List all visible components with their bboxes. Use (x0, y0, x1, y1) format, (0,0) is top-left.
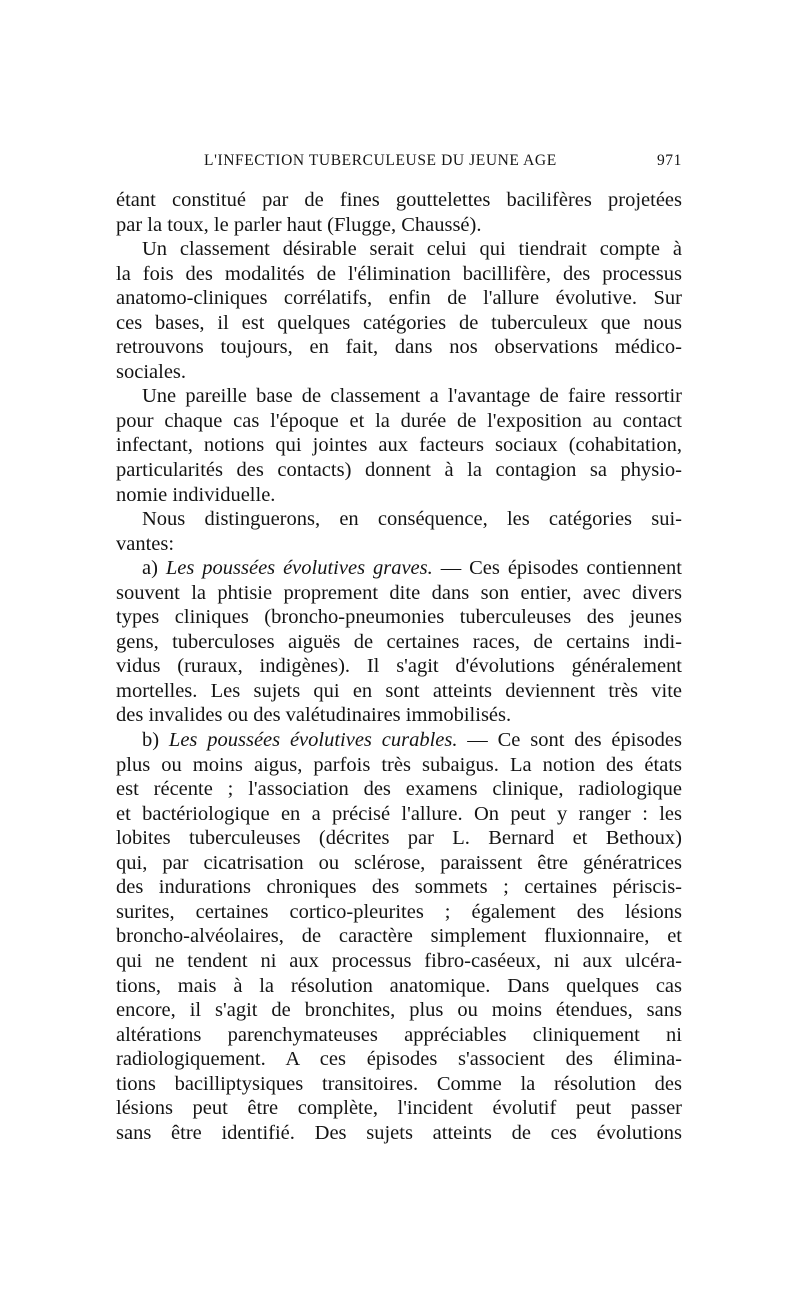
list-marker: a) (142, 557, 166, 580)
body-text (116, 188, 682, 1145)
list-marker: b) (142, 729, 169, 752)
text-line (116, 532, 682, 557)
page-number: 971 (656, 152, 682, 169)
line-text: des invalides ou des valétudinaires immobilisés. (116, 704, 512, 727)
line-text: qui, par cicatrisation ou sclérose, paraissent être génératrices (116, 851, 682, 874)
text-line (116, 311, 682, 336)
line-text: pour chaque cas l'époque et la durée de l'exposition au contact (116, 409, 682, 432)
text-line (116, 802, 682, 827)
text-line (116, 360, 682, 385)
text-line (116, 654, 682, 679)
text-line (116, 777, 682, 802)
text-line (116, 998, 682, 1023)
line-text: nomie individuelle. (116, 483, 276, 506)
text-line (116, 581, 682, 606)
line-text: gens, tuberculoses aiguës de certaines races, de certains indi- (116, 630, 682, 653)
text-line (116, 630, 682, 655)
text-line (116, 605, 682, 630)
line-text: Un classement désirable serait celui qui tiendrait compte à (142, 238, 682, 261)
line-text: ces bases, il est quelques catégories de tuberculeux que nous (116, 311, 682, 334)
text-line (116, 900, 682, 925)
text-line (116, 826, 682, 851)
text-line (116, 507, 682, 532)
text-line (116, 875, 682, 900)
line-text: anatomo-cliniques corrélatifs, enfin de l'allure évolutive. Sur (116, 287, 682, 310)
line-text: Nous distinguerons, en conséquence, les catégories sui- (142, 508, 682, 531)
line-text: broncho-alvéolaires, de caractère simplement fluxionnaire, et (116, 925, 682, 948)
line-text: radiologiquement. A ces épisodes s'associent des élimina- (116, 1048, 682, 1071)
line-text: Une pareille base de classement a l'avantage de faire ressortir (142, 385, 682, 408)
italic-heading: Les poussées évolutives graves. (165, 557, 433, 580)
running-title: L'INFECTION TUBERCULEUSE DU JEUNE AGE (204, 152, 557, 169)
text-line (116, 458, 682, 483)
text-line (116, 433, 682, 458)
line-text: particularités des contacts) donnent à la contagion sa physio- (116, 459, 682, 482)
line-text: des indurations chroniques des sommets ; certaines périscis- (116, 876, 682, 899)
line-text: tions bacilliptysiques transitoires. Comme la résolution des (116, 1072, 682, 1095)
line-text: vantes: (116, 532, 175, 555)
text-line (116, 483, 682, 508)
line-text: étant constitué par de fines gouttelettes bacilifères projetées (116, 189, 682, 211)
line-text: mortelles. Les sujets qui en sont atteints deviennent très vite (116, 679, 682, 702)
line-text: souvent la phtisie proprement dite dans son entier, avec divers (116, 581, 682, 604)
text-line (116, 262, 682, 287)
line-text: la fois des modalités de l'élimination bacillifère, des processus (116, 262, 682, 285)
line-text: — Ce sont des épisodes (457, 729, 683, 752)
line-text: sociales. (116, 360, 187, 383)
text-line (116, 213, 682, 238)
text-line (116, 335, 682, 360)
text-line (116, 1121, 682, 1146)
line-text: vidus (ruraux, indigènes). Il s'agit d'évolutions généralement (116, 655, 682, 678)
line-text: altérations parenchymateuses appréciables cliniquement ni (116, 1023, 682, 1046)
text-line (116, 753, 682, 778)
text-line (116, 188, 682, 213)
text-line (116, 851, 682, 876)
italic-heading: Les poussées évolutives curables. (168, 729, 458, 752)
running-head (204, 150, 682, 172)
line-text: plus ou moins aigus, parfois très subaigus. La notion des états (116, 753, 682, 776)
line-text: lésions peut être complète, l'incident évolutif peut passer (116, 1097, 682, 1120)
line-text: sans être identifié. Des sujets atteints de ces évolutions (116, 1121, 682, 1144)
line-text: par la toux, le parler haut (Flugge, Chaussé). (116, 213, 482, 236)
line-text: surites, certaines cortico-pleurites ; également des lésions (116, 900, 682, 923)
line-text: est récente ; l'association des examens clinique, radiologique (116, 778, 682, 801)
text-line (116, 237, 682, 262)
text-line (116, 1023, 682, 1048)
text-line (116, 728, 682, 753)
text-line (116, 924, 682, 949)
text-line (116, 1072, 682, 1097)
text-line (116, 556, 682, 581)
line-text: qui ne tendent ni aux processus fibro-caséeux, ni aux ulcéra- (116, 949, 682, 972)
text-line (116, 384, 682, 409)
text-line (116, 703, 682, 728)
line-text: retrouvons toujours, en fait, dans nos observations médico- (116, 336, 682, 359)
line-text: lobites tuberculeuses (décrites par L. Bernard et Bethoux) (116, 827, 682, 850)
line-text: infectant, notions qui jointes aux facteurs sociaux (cohabitation, (116, 434, 682, 457)
line-text: et bactériologique en a précisé l'allure. On peut y ranger : les (116, 802, 682, 825)
text-line (116, 1096, 682, 1121)
text-line (116, 974, 682, 999)
text-line (116, 409, 682, 434)
text-line (116, 1047, 682, 1072)
line-text: encore, il s'agit de bronchites, plus ou moins étendues, sans (116, 999, 682, 1022)
line-text: tions, mais à la résolution anatomique. Dans quelques cas (116, 974, 682, 997)
line-text: types cliniques (broncho-pneumonies tuberculeuses des jeunes (116, 606, 682, 629)
line-text: — Ces épisodes contiennent (432, 557, 682, 580)
text-line (116, 286, 682, 311)
text-line (116, 949, 682, 974)
text-line (116, 679, 682, 704)
